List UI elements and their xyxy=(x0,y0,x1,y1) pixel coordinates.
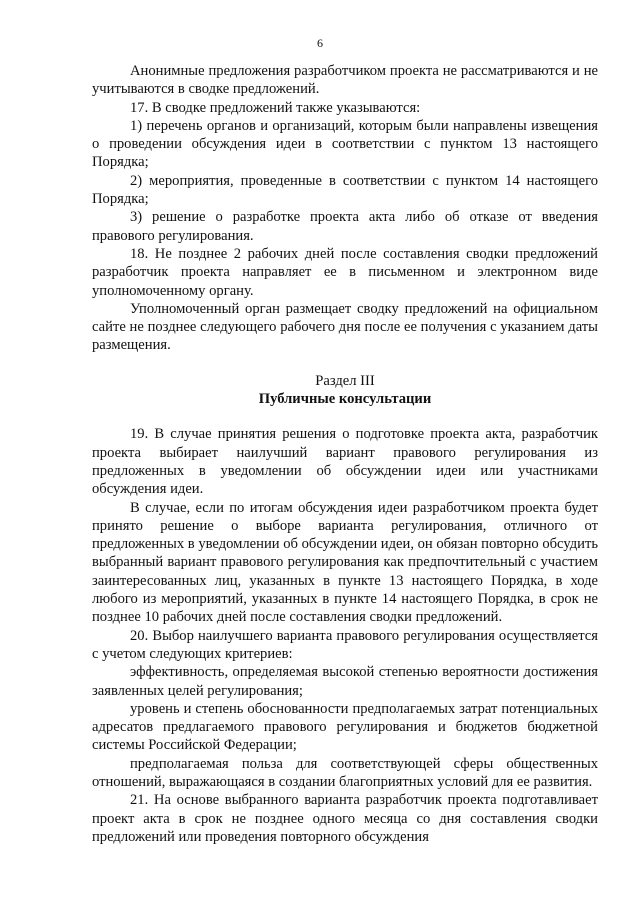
paragraph: Анонимные предложения разработчиком проекта не рассматриваются и не учитываются в сводке предложений. xyxy=(92,63,598,98)
criterion-item: эффективность, определяемая высокой степенью вероятности достижения заявленных целей регулирования; xyxy=(92,664,598,699)
paragraph: 18. Не позднее 2 рабочих дней после составления сводки предложений разработчик проекта направляет ее в письменном и электронном виде уполномоченному органу. xyxy=(92,245,598,299)
paragraph: 21. На основе выбранного варианта разработчик проекта подготавливает проект акта в срок не позднее одного месяца со дня составления сводки предложений или проведения повторного обсуждения xyxy=(92,792,598,845)
criterion-item: предполагаемая польза для соответствующей сферы общественных отношений, выражающаяся в создании благоприятных условий для ее развития. xyxy=(92,755,598,790)
list-item: 1) перечень органов и организаций, которым были направлены извещения о проведении обсуждения идеи в соответствии с пунктом 13 настоящего Порядка; xyxy=(92,117,598,171)
paragraph: 20. Выбор наилучшего варианта правового регулирования осуществляется с учетом следующих критериев: xyxy=(92,627,598,662)
criterion-item: уровень и степень обоснованности предполагаемых затрат потенциальных адресатов предлагаемого правового регулирования и бюджетов бюджетной системы Российской Федерации; xyxy=(92,700,598,754)
page-number: 6 xyxy=(317,36,323,50)
paragraph: 17. В сводке предложений также указываются: xyxy=(130,99,421,116)
paragraph: В случае, если по итогам обсуждения идеи разработчиком проекта будет принято решение о выборе варианта регулирования, отличного от предложенных в уведомлении об обсуждении идеи, он обязан повторно обсудить выбранный вариант правового регулирования как предпочтительный с участием заинтересованных лиц, указанных в пункте 13 настоящего Порядка, в ходе любого из мероприятий, указанных в пункте 14 настоящего Порядка, в срок не позднее 10 рабочих дней после составления сводки предложений. xyxy=(92,499,598,626)
list-item: 3) решение о разработке проекта акта либо об отказе от введения правового регулирования. xyxy=(92,209,598,244)
list-item: 2) мероприятия, проведенные в соответствии с пунктом 14 настоящего Порядка; xyxy=(92,172,598,208)
section-title: Публичные консультации xyxy=(258,391,432,408)
document-body xyxy=(92,62,598,846)
paragraph: Уполномоченный орган размещает сводку предложений на официальном сайте не позднее следующего рабочего дня после ее получения с указанием даты размещения. xyxy=(92,300,598,354)
paragraph: 19. В случае принятия решения о подготовке проекта акта, разработчик проекта выбирает наилучший вариант правового регулирования из предложенных в уведомлении об обсуждении идеи или участниками обсуждения идеи. xyxy=(92,426,598,498)
section-label: Раздел III xyxy=(315,372,375,389)
section-heading xyxy=(92,372,598,409)
